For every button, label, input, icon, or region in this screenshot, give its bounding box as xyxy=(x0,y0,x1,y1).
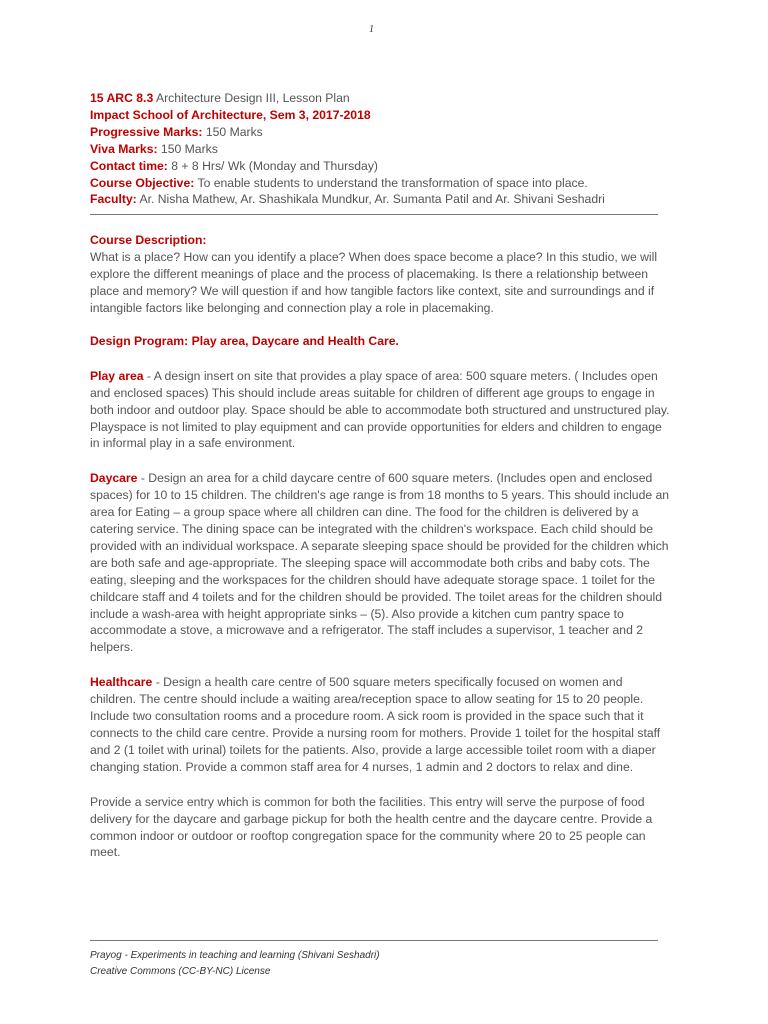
header-divider xyxy=(90,214,658,215)
play-area-text: - A design insert on site that provides a play space of area: 500 square meters. ( Includes open and enclosed spaces) This should include areas suitable for children of different age groups to engage in both indoor and outdoor play. Space should be able to accommodate both structured and unstructured play. Playspace is not limited to play equipment and can provide opportunities for elders and children to engage in informal play in a safe environment. xyxy=(90,368,670,451)
course-description xyxy=(90,232,670,317)
course-title: Architecture Design III, Lesson Plan xyxy=(153,91,350,105)
daycare-section xyxy=(90,470,670,656)
contact-time-label: Contact time: xyxy=(90,158,168,173)
progressive-marks-value: 150 Marks xyxy=(202,124,263,139)
course-header xyxy=(90,90,670,208)
footer-credit: Prayog - Experiments in teaching and learning (Shivani Seshadri) xyxy=(90,950,380,961)
course-objective-label: Course Objective: xyxy=(90,175,195,190)
design-program-heading: Design Program: Play area, Daycare and Health Care. xyxy=(90,333,399,348)
daycare-text: - Design an area for a child daycare centre of 600 square meters. (Includes open and enclosed spaces) for 10 to 15 children. The children's age range is from 18 months to 5 years. This should include an area for Eating – a group space where all children can dine. The food for the children is delivered by a catering service. The dining space can be integrated with the children's workspace. Each child should be provided with an individual workspace. A separate sleeping space should be provided for the children which are both safe and age-appropriate. The sleeping space will accommodate both cribs and baby cots. The eating, sleeping and the workspaces for the children should have adequate storage space. 1 toilet for the childcare staff and 4 toilets and for the children should be provided. The toilet areas for the children should include a wash-area with height appropriate sinks – (5). Also provide a kitchen cum pantry space to accommodate a stove, a microwave and a refrigerator. The staff includes a supervisor, 1 teacher and 2 helpers. xyxy=(90,471,670,655)
play-area-label: Play area xyxy=(90,368,144,383)
service-entry-paragraph: Provide a service entry which is common for both the facilities. This entry will serve the purpose of food delivery for the daycare and garbage pickup for both the health centre and the daycare centre. Provide a common indoor or outdoor or rooftop congregation space for the community where 20 to 25 people can meet. xyxy=(90,794,653,860)
school-name: Impact School of Architecture, Sem 3, 2017-2018 xyxy=(90,107,371,122)
footer-divider xyxy=(90,940,658,941)
daycare-label: Daycare xyxy=(90,471,138,486)
document-body xyxy=(90,90,670,861)
healthcare-section xyxy=(90,674,670,775)
healthcare-label: Healthcare xyxy=(90,675,153,690)
viva-marks-value: 150 Marks xyxy=(157,141,218,156)
play-area-section xyxy=(90,368,670,453)
healthcare-text: - Design a health care centre of 500 square meters specifically focused on women and children. The centre should include a waiting area/reception space to allow seating for 15 to 20 people. Include two consultation rooms and a procedure room. A sick room is provided in the space such that it connects to the child care centre. Provide a nursing room for mothers. Provide 1 toilet for the hospital staff and 2 (1 toilet with urinal) toilets for the patients. Also, provide a large accessible toilet room with a diaper changing station. Provide a common staff area for 4 nurses, 1 admin and 2 doctors to relax and dine. xyxy=(90,675,661,774)
faculty-label: Faculty: xyxy=(90,192,137,207)
course-code: 15 ARC 8.3 xyxy=(90,91,154,105)
page-number: 1 xyxy=(369,24,374,35)
course-objective-value: To enable students to understand the transformation of space into place. xyxy=(194,175,588,190)
faculty-value: Ar. Nisha Mathew, Ar. Shashikala Mundkur, Ar. Sumanta Patil and Ar. Shivani Seshadri xyxy=(136,192,605,207)
viva-marks-label: Viva Marks: xyxy=(90,141,158,156)
footer xyxy=(90,948,380,980)
progressive-marks-label: Progressive Marks: xyxy=(90,124,203,139)
course-description-text: What is a place? How can you identify a place? When does space become a place? In this studio, we will explore the different meanings of place and the process of placemaking. Is there a relationship between place and memory? We will question if and how tangible factors like context, site and surroundings and if intangible factors like belonging and connection play a role in placemaking. xyxy=(90,250,658,315)
course-description-heading: Course Description: xyxy=(90,233,207,248)
contact-time-value: 8 + 8 Hrs/ Wk (Monday and Thursday) xyxy=(167,158,378,173)
footer-license: Creative Commons (CC-BY-NC) License xyxy=(90,966,271,977)
